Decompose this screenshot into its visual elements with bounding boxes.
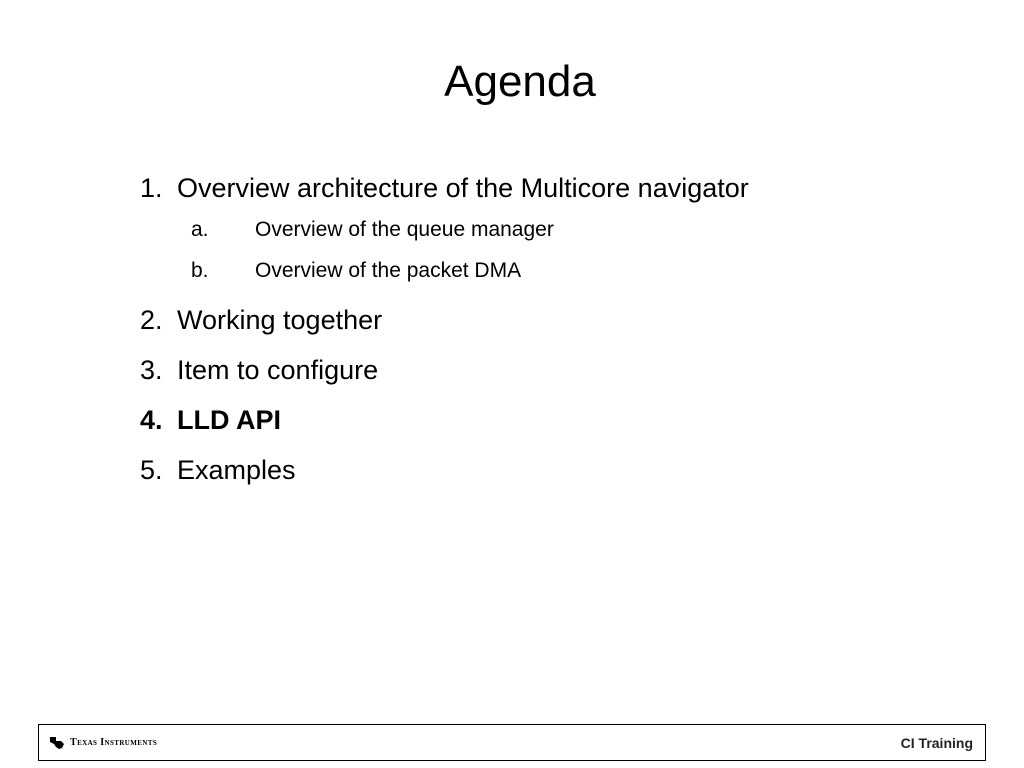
agenda-item-text: LLD API xyxy=(177,405,281,435)
agenda-item-number: 3. xyxy=(140,355,163,385)
agenda-item-3 xyxy=(140,350,760,391)
agenda-sub-list xyxy=(177,209,760,291)
agenda-item-text: Examples xyxy=(177,455,296,485)
footer-course-label: CI Training xyxy=(900,734,973,751)
agenda-subitem-letter: a. xyxy=(191,218,209,241)
agenda-subitem-b xyxy=(191,250,760,291)
agenda-list xyxy=(140,168,760,500)
ti-logo xyxy=(49,736,157,750)
texas-state-icon xyxy=(49,736,65,750)
agenda-item-4 xyxy=(140,400,760,441)
agenda-item-2 xyxy=(140,300,760,341)
slide-title: Agenda xyxy=(444,57,596,106)
agenda-item-number: 4. xyxy=(140,405,163,435)
ti-logo-text: Texas Instruments xyxy=(70,737,158,748)
agenda-item-text: Working together xyxy=(177,305,383,335)
agenda-subitem-a xyxy=(191,209,760,250)
agenda-item-number: 2. xyxy=(140,305,163,335)
agenda-item-1 xyxy=(140,168,760,291)
agenda-subitem-text: Overview of the queue manager xyxy=(255,218,554,241)
agenda-item-5 xyxy=(140,450,760,491)
agenda-item-text: Overview architecture of the Multicore navigator xyxy=(177,173,749,203)
agenda-item-number: 1. xyxy=(140,173,163,203)
agenda-item-number: 5. xyxy=(140,455,163,485)
agenda-subitem-text: Overview of the packet DMA xyxy=(255,259,522,282)
agenda-subitem-letter: b. xyxy=(191,259,209,282)
slide-footer xyxy=(38,724,986,761)
agenda-item-text: Item to configure xyxy=(177,355,379,385)
